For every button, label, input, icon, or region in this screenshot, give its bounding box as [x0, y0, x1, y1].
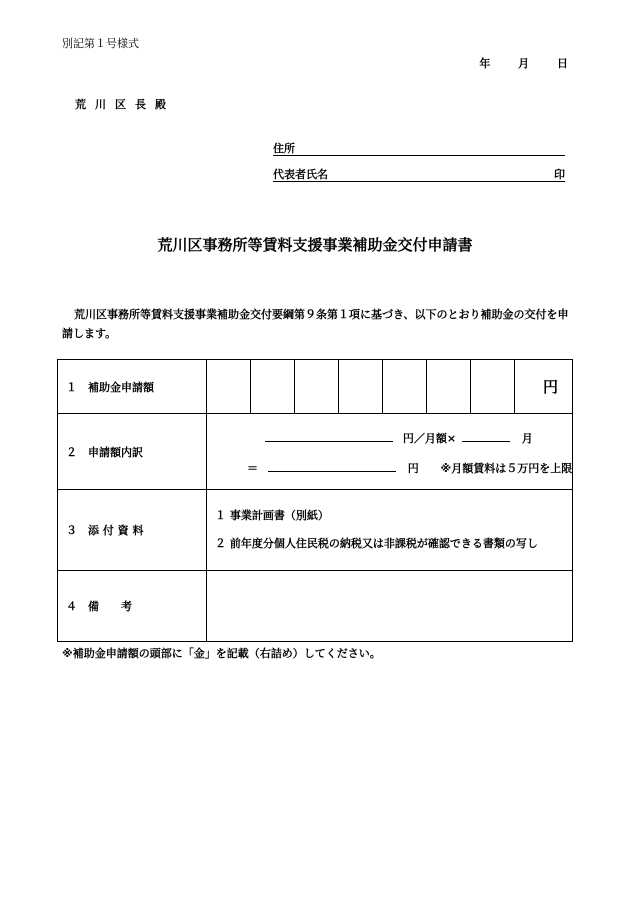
document-title: 荒川区事務所等賃料支援事業補助金交付申請書: [157, 236, 473, 254]
total-unit: 円: [407, 462, 419, 475]
amount-label: １ 補助金申請額: [58, 360, 207, 414]
attachments-label: ３ 添 付 資 料: [58, 490, 207, 571]
date-day: 日: [557, 57, 568, 70]
addressee: 荒川区長殿: [75, 98, 175, 111]
date-year: 年: [479, 57, 491, 70]
address-label: 住所: [273, 142, 295, 155]
months-input[interactable]: [462, 430, 510, 442]
months-unit: 月: [521, 432, 533, 445]
digit-cell[interactable]: [339, 360, 383, 413]
remarks-label: ４ 備 考: [58, 571, 207, 642]
digit-cell[interactable]: [427, 360, 471, 413]
breakdown-content: [207, 414, 573, 490]
monthly-unit: 円／月額×: [402, 432, 457, 445]
remarks-field[interactable]: [207, 571, 573, 642]
address-field[interactable]: [273, 140, 565, 156]
digit-cell[interactable]: [207, 360, 251, 413]
rent-cap-note: ※月額賃料は５万円を上限: [440, 462, 573, 475]
attachment-item-1: １ 事業計画書（別紙）: [215, 509, 329, 522]
table-row-amount: [58, 360, 573, 414]
representative-label: 代表者氏名: [273, 168, 328, 181]
breakdown-label: ２ 申請額内訳: [58, 414, 207, 490]
table-row-attachments: [58, 490, 573, 571]
representative-field[interactable]: [273, 166, 565, 182]
digit-cell[interactable]: [471, 360, 515, 413]
application-table: [57, 359, 573, 642]
table-row-remarks: [58, 571, 573, 642]
body-text: 荒川区事務所等賃料支援事業補助金交付要綱第９条第１項に基づき、以下のとおり補助金の交付を申請します。: [62, 308, 569, 340]
total-amount-input[interactable]: [268, 460, 396, 472]
date-month: 月: [518, 57, 530, 70]
digit-cell[interactable]: [383, 360, 427, 413]
form-number-label: 別記第１号様式: [62, 37, 139, 50]
monthly-rent-input[interactable]: [265, 430, 393, 442]
amount-digit-cells[interactable]: [207, 360, 573, 414]
seal-mark: 印: [554, 168, 565, 181]
equals-sign: ＝: [247, 462, 258, 475]
digit-cell[interactable]: [251, 360, 295, 413]
date-line: [455, 55, 568, 71]
table-row-breakdown: [58, 414, 573, 490]
attachment-item-2: ２ 前年度分個人住民税の納税又は非課税が確認できる書類の写し: [215, 537, 538, 550]
digit-cell[interactable]: [295, 360, 339, 413]
amount-unit: 円: [542, 378, 558, 396]
attachments-content: [207, 490, 573, 571]
footnote: ※補助金申請額の頭部に「金」を記載（右詰め）してください。: [62, 647, 381, 660]
